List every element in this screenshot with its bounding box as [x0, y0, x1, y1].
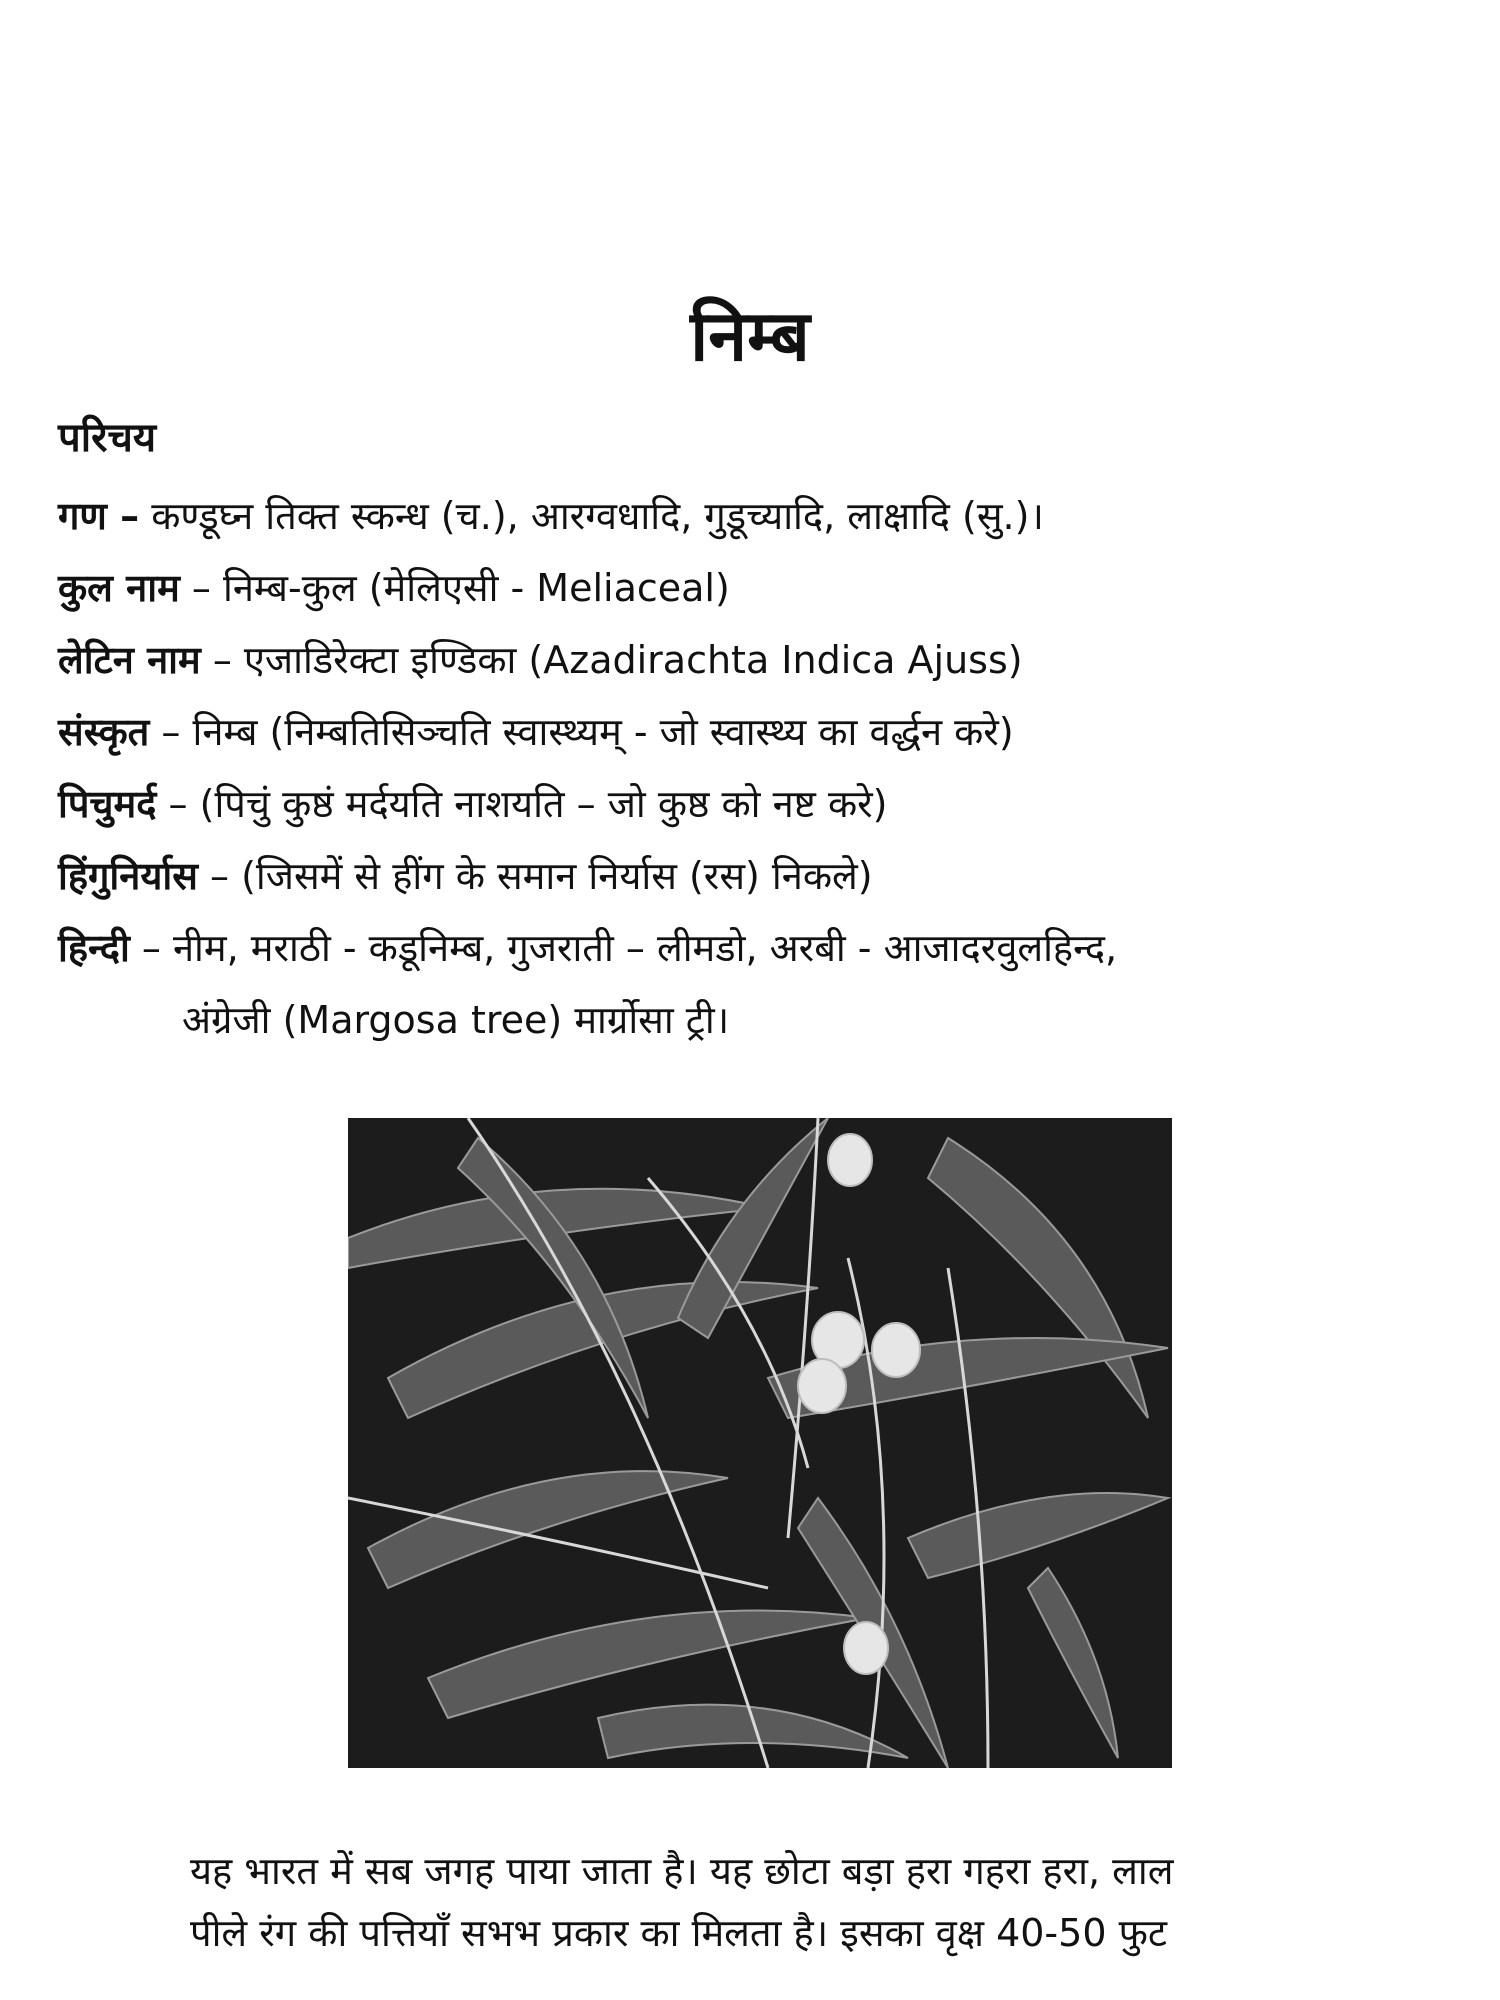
entry-text: – निम्ब-कुल (मेलिएसी - Meliaceal)	[179, 566, 730, 610]
body-paragraph	[190, 1840, 1460, 1964]
entry-text: – (पिचुं कुष्ठं मर्दयति नाशयति – जो कुष्ठ को नष्ट करे)	[156, 782, 888, 826]
body-line: यह भारत में सब जगह पाया जाता है। यह छोटा बड़ा हरा गहरा हरा, लाल	[190, 1849, 1174, 1893]
neem-branch-photo-icon	[348, 1118, 1172, 1768]
entry-pichumard	[58, 768, 1458, 840]
entry-text: – निम्ब (निम्बतिसिञ्चति स्वास्थ्यम् - जो स्वास्थ्य का वर्द्धन करे)	[149, 710, 1014, 754]
entry-text: कण्डूघ्न तिक्त स्कन्ध (च.), आरग्वधादि, गुडूच्यादि, लाक्षादि (सु.)।	[139, 494, 1044, 538]
entry-kul-naam	[58, 552, 1458, 624]
entry-term: हिन्दी	[58, 926, 130, 970]
entry-latin-naam	[58, 624, 1458, 696]
neem-branch-photo	[348, 1118, 1172, 1768]
entry-continuation: अंग्रेजी (Margosa tree) मार्ग्रोसा ट्री।	[182, 998, 730, 1042]
body-line: पीले रंग की पत्तियाँ सभभ प्रकार का मिलता है। इसका वृक्ष 40-50 फुट	[190, 1911, 1168, 1955]
page-title: निम्ब	[690, 295, 810, 377]
entry-term: पिचुमर्द	[58, 782, 157, 826]
entry-term: कुल नाम	[58, 566, 180, 610]
entry-term: लेटिन नाम	[58, 638, 201, 682]
entry-term: गण –	[58, 494, 140, 538]
entry-text: – (जिसमें से हींग के समान निर्यास (रस) निकले)	[197, 854, 873, 898]
section-heading: परिचय	[58, 415, 157, 461]
entry-gan	[58, 480, 1458, 552]
entry-sanskrit	[58, 696, 1458, 768]
entry-term: हिंगुनिर्यास	[58, 854, 198, 898]
entry-text: – एजाडिरेक्टा इण्डिका (Azadirachta Indica Ajuss)	[200, 638, 1023, 682]
entry-term: संस्कृत	[58, 710, 150, 754]
entry-hinguniryas	[58, 840, 1458, 912]
entry-text: – नीम, मराठी - कडूनिम्ब, गुजराती – लीमडो, अरबी - आजादरवुलहिन्द,	[129, 926, 1118, 970]
entry-list	[58, 480, 1458, 1056]
entry-hindi	[58, 912, 1458, 1056]
